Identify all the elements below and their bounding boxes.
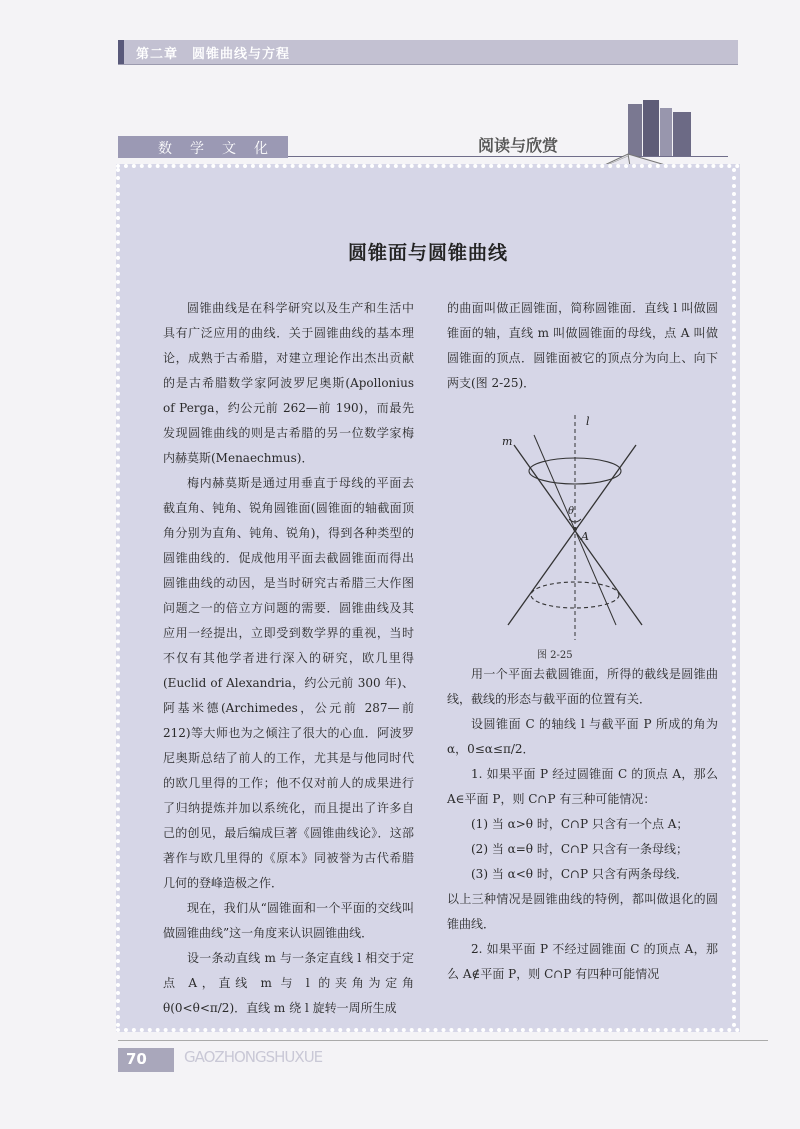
figure-caption: 图 2-25 [537,650,573,661]
right-paragraph-1: 用一个平面去截圆锥面，所得的截线是圆锥曲线，截线的形态与截平面的位置有关． [447,667,718,706]
right-paragraph-top: 的曲面叫做正圆锥面，简称圆锥面．直线 l 叫做圆锥面的轴，直线 m 叫做圆锥面的母线，点 A 叫做圆锥面的顶点．圆锥面被它的顶点分为向上、向下两支(图 2-25)． [447,301,718,390]
header-rule [118,64,738,65]
left-paragraph-4: 设一条动直线 m 与一条定直线 l 相交于定点 A，直线 m 与 l 的夹角为定角 θ(0<θ<π/2)．直线 m 绕 l 旋转一周所生成 [163,951,414,1015]
left-paragraph-3: 现在，我们从“圆锥面和一个平面的交线叫做圆锥曲线”这一角度来认识圆锥曲线． [163,901,414,940]
chapter-header [118,40,738,64]
label-theta: θ [568,506,575,517]
label-m: m [502,435,513,448]
page-number: 70 [126,1050,147,1068]
right-column-top [447,296,718,396]
section-right-label: 阅读与欣赏 [478,136,559,155]
left-paragraph-2: 梅内赫莫斯是通过用垂直于母线的平面去截直角、钝角、锐角圆锥面(圆锥面的轴截面顶角分别为直角、钝角、锐角)，得到各种类型的圆锥曲线的．促成他用平面去截圆锥面而得出圆锥曲线的动因，是当时研究古希腊三大作图问题之一的倍立方问题的需要．圆锥曲线及其应用一经提出，立即受到数学界的重视，当时不仅有其他学者进行深入的研究，欧几里得(Euclid of Alexandria，约公元前 300 年)、阿基米德(Archimedes，公元前 287—前 212)等大师也为之倾注了很大的心血．阿波罗尼奥斯总结了前人的工作，尤其是与他同时代的欧几里得的工作；他不仅对前人的成果进行了归纳提炼并加以系统化，而且提出了许多自己的创见，最后编成巨著《圆锥曲线论》．这部著作与欧几里得的《原本》同被誉为古代希腊几何的登峰造极之作． [163,476,414,890]
footer-brand: GAOZHONGSHUXUE [184,1048,323,1066]
label-l: l [586,415,590,428]
article-title: 圆锥面与圆锥曲线 [347,242,508,264]
right-paragraph-6: (3) 当 α<θ 时，C∩P 只含有两条母线． [471,867,688,881]
right-paragraph-2: 设圆锥面 C 的轴线 l 与截平面 P 所成的角为 α，0≤α≤π/2． [447,717,718,756]
right-paragraph-5: (2) 当 α=θ 时，C∩P 只含有一条母线； [471,842,688,856]
right-paragraph-8: 2. 如果平面 P 不经过圆锥面 C 的顶点 A，那么 A∉平面 P，则 C∩P 有四种可能情况 [447,942,718,981]
cone-figure [500,415,650,640]
box-left-border [116,168,124,1028]
right-paragraph-4: (1) 当 α>θ 时，C∩P 只含有一个点 A； [471,817,689,831]
header-marker [118,40,124,64]
right-paragraph-3: 1. 如果平面 P 经过圆锥面 C 的顶点 A，那么 A∈平面 P，则 C∩P 有三种可能情况： [447,767,718,806]
section-left-label: 数学文化 [158,141,286,157]
section-band [118,136,288,158]
left-column [163,296,414,1021]
right-column-bottom [447,662,718,987]
chapter-title: 第二章 圆锥曲线与方程 [136,47,291,62]
footer-rule [118,1040,768,1041]
right-paragraph-7: 以上三种情况是圆锥曲线的特例，都叫做退化的圆锥曲线． [447,892,718,931]
left-paragraph-1: 圆锥曲线是在科学研究以及生产和生活中具有广泛应用的曲线．关于圆锥曲线的基本理论，成熟于古希腊，对建立理论作出杰出贡献的是古希腊数学家阿波罗尼奥斯(Apollonius of Perga，约公元前 262—前 190)，而最先发现圆锥曲线的则是古希腊的另一位数学家梅内赫莫斯(Menaechmus)． [163,301,414,465]
box-right-border [732,168,740,1028]
label-A: A [581,530,589,543]
page-number-badge [118,1048,174,1072]
